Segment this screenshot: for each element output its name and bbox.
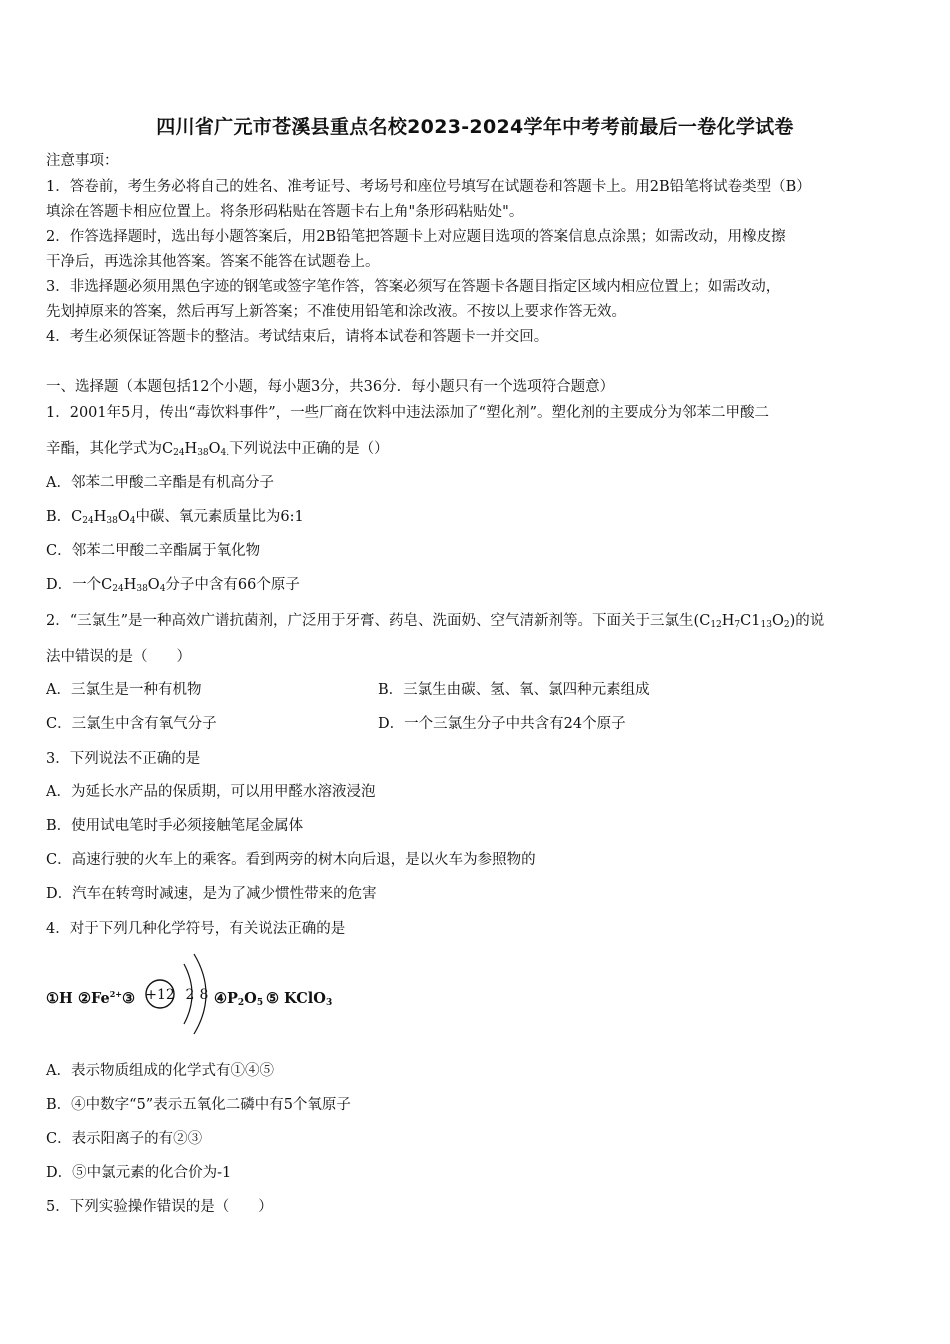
question-1-option-a: A．邻苯二甲酸二辛酯是有机高分子 — [46, 475, 274, 491]
question-2-options-row — [46, 681, 916, 699]
question-4-option-b: B．④中数字“5”表示五氧化二磷中有5个氧原子 — [46, 1097, 351, 1113]
shell-2-electrons: 8 — [199, 987, 209, 1003]
notice-line: 填涂在答题卡相应位置上。将条形码粘贴在答题卡右上角"条形码粘贴处"。 — [46, 204, 524, 220]
question-4-option-c: C．表示阳离子的有②③ — [46, 1131, 203, 1147]
nucleus-charge: +12 — [145, 987, 175, 1003]
notice-line: 2．作答选择题时，选出每小题答案后，用2B铅笔把答题卡上对应题目选项的答案信息点涂黑；如需改动，用橡皮擦 — [46, 229, 786, 245]
question-1-stem-cont: 辛酯，其化学式为$C_{24}H_{38}O_{4.}$下列说法中正确的是（） — [46, 441, 389, 458]
question-4-stem: 4．对于下列几种化学符号，有关说法正确的是 — [46, 921, 346, 937]
symbol-fe-ion: $②Fe^{2+}$ — [78, 989, 123, 1007]
notice-line: 4．考生必须保证答题卡的整洁。考试结束后，请将本试卷和答题卡一并交回。 — [46, 329, 549, 345]
question-1-option-c: C．邻苯二甲酸二辛酯属于氧化物 — [46, 543, 261, 559]
shell-1-electrons: 2 — [185, 987, 195, 1003]
question-3-option-a: A．为延长水产品的保质期，可以用甲醛水溶液浸泡 — [46, 784, 376, 800]
question-2-option-d: D．一个三氯生分子中共含有24个原子 — [378, 716, 626, 732]
symbol-kclo3: ⑤ KClO$_3$ — [266, 990, 333, 1008]
page-title: 四川省广元市苍溪县重点名校2023-2024学年中考考前最后一卷化学试卷 — [156, 116, 794, 138]
symbol-p2o5: $④P_2O_5$ — [214, 990, 264, 1008]
question-3-option-c: C．高速行驶的火车上的乘客。看到两旁的树木向后退，是以火车为参照物的 — [46, 852, 536, 868]
question-5-stem: 5．下列实验操作错误的是（ ） — [46, 1199, 273, 1215]
notice-line: 干净后，再选涂其他答案。答案不能答在试题卷上。 — [46, 254, 380, 270]
notice-line: 3．非选择题必须用黑色字迹的钢笔或签字笔作答，答案必须写在答题卡各题目指定区域内相应位置上；如需改动， — [46, 279, 781, 295]
question-3-option-d: D．汽车在转弯时减速，是为了减少惯性带来的危害 — [46, 886, 377, 902]
question-1-option-b: B．$C_{24}H_{38}O_4$中碳、氧元素质量比为6:1 — [46, 509, 304, 526]
question-2-stem-cont: 法中错误的是（ ） — [46, 649, 191, 665]
question-1-option-d: D．一个$C_{24}H_{38}O_4$分子中含有66个原子 — [46, 577, 300, 594]
question-2-option-b: B．三氯生由碳、氢、氧、氯四种元素组成 — [378, 682, 650, 698]
question-2-option-a: A．三氯生是一种有机物 — [46, 682, 202, 698]
question-4-option-d: D．⑤中氯元素的化合价为-1 — [46, 1165, 232, 1181]
section-heading: 一、选择题（本题包括12个小题，每小题3分，共36分．每小题只有一个选项符合题意） — [46, 379, 615, 395]
symbol-3-label: ③ — [122, 990, 135, 1007]
question-3-option-b: B．使用试电笔时手必须接触笔尾金属体 — [46, 818, 304, 834]
question-1-stem: 1．2001年5月，传出“毒饮料事件”，一些厂商在饮料中违法添加了“塑化剂”。塑化剂的主要成分为邻苯二甲酸二 — [46, 405, 769, 421]
question-2-options-row — [46, 715, 916, 733]
question-3-stem: 3．下列说法不正确的是 — [46, 751, 201, 767]
notice-heading: 注意事项： — [46, 153, 119, 169]
question-4-option-a: A．表示物质组成的化学式有①④⑤ — [46, 1063, 274, 1079]
notice-line: 先划掉原来的答案，然后再写上新答案；不准使用铅笔和涂改液。不按以上要求作答无效。 — [46, 304, 626, 320]
notice-line: 1．答卷前，考生务必将自己的姓名、准考证号、考场号和座位号填写在试题卷和答题卡上。用2B铅笔将试卷类型（B） — [46, 179, 811, 195]
question-2-option-c: C．三氯生中含有氧气分子 — [46, 716, 217, 732]
symbol-h: ①H — [46, 990, 73, 1007]
atom-structure-diagram — [140, 950, 220, 1035]
question-2-stem: 2．“三氯生”是一种高效广谱抗菌剂，广泛用于牙膏、药皂、洗面奶、空气清新剂等。下面关于三氯生$(C_{12}H_7C1_{13}O_2)$的说 — [46, 613, 825, 630]
